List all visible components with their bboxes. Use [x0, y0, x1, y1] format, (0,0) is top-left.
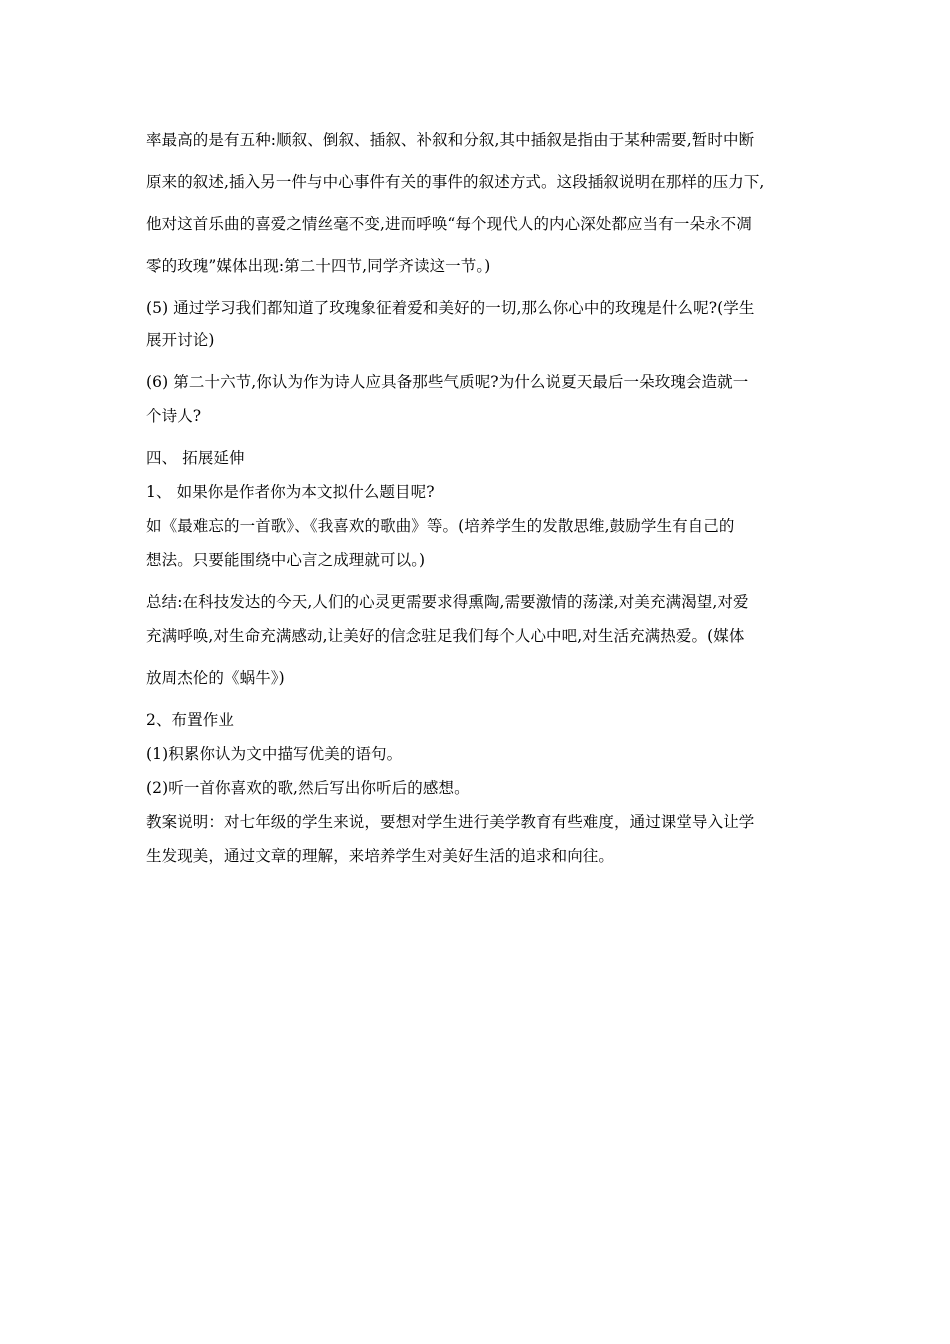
text-line: 教案说明：对七年级的学生来说，要想对学生进行美学教育有些难度，通过课堂导入让学	[146, 813, 755, 831]
text-line: 原来的叙述,插入另一件与中心事件有关的事件的叙述方式。这段插叙说明在那样的压力下,	[146, 173, 765, 191]
text-line: 总结:在科技发达的今天,人们的心灵更需要求得熏陶,需要激情的荡漾,对美充满渴望,对爱	[146, 593, 749, 611]
text-line: 如《最难忘的一首歌》、《我喜欢的歌曲》等。(培养学生的发散思维,鼓励学生有自己的	[146, 517, 735, 535]
text-line: 率最高的是有五种:顺叙、倒叙、插叙、补叙和分叙,其中插叙是指由于某种需要,暂时中断	[146, 131, 755, 149]
section-heading: 2、布置作业	[146, 711, 234, 729]
text-line: 生发现美，通过文章的理解，来培养学生对美好生活的追求和向往。	[146, 847, 615, 865]
text-line: 充满呼唤,对生命充满感动,让美好的信念驻足我们每个人心中吧,对生活充满热爱。(媒体	[146, 627, 745, 645]
text-line: 个诗人?	[146, 407, 202, 425]
text-line: 零的玫瑰”媒体出现:第二十四节,同学齐读这一节。)	[146, 257, 491, 275]
text-line: (1)积累你认为文中描写优美的语句。	[146, 745, 403, 763]
text-line: 想法。只要能围绕中心言之成理就可以。)	[146, 551, 426, 569]
text-line: (6) 第二十六节,你认为作为诗人应具备那些气质呢?为什么说夏天最后一朵玫瑰会造就一	[146, 373, 749, 391]
text-line: (5) 通过学习我们都知道了玫瑰象征着爱和美好的一切,那么你心中的玫瑰是什么呢?(学生	[146, 299, 755, 317]
text-line: 展开讨论)	[146, 331, 215, 349]
section-heading: 四、 拓展延伸	[146, 449, 245, 467]
text-line: 1、 如果你是作者你为本文拟什么题目呢?	[146, 483, 435, 501]
text-line: (2)听一首你喜欢的歌,然后写出你听后的感想。	[146, 779, 470, 797]
text-line: 放周杰伦的《蜗牛》)	[146, 669, 285, 687]
text-line: 他对这首乐曲的喜爱之情丝毫不变,进而呼唤“每个现代人的内心深处都应当有一朵永不凋	[146, 215, 752, 233]
